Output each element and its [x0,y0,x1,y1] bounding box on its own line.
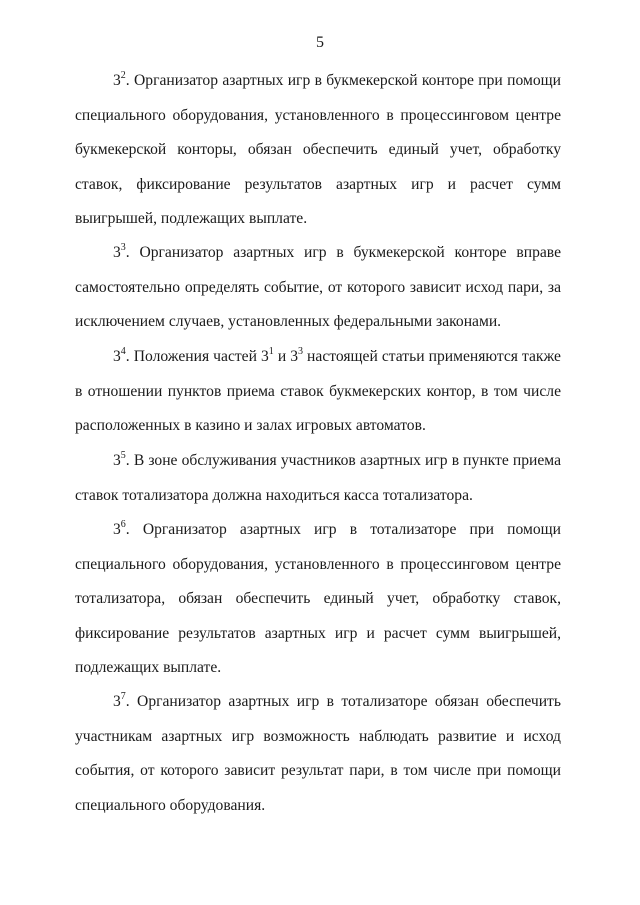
paragraph-text: . Организатор азартных игр в тотализаторе обязан обеспечить участникам азартных игр возможность наблюдать развитие и исход события, от которого зависит результат пари, в том числе при помощи специального оборудования. [75,693,561,814]
paragraph-superscript: 2 [120,69,126,81]
paragraph-number: 3 [113,72,121,89]
paragraph-3-2 [75,64,561,237]
paragraph-3-3 [75,236,561,340]
paragraph-number: 3 [113,521,121,538]
reference-superscript: 1 [268,345,274,357]
paragraph-superscript: 5 [120,449,126,461]
paragraph-number: 3 [113,452,121,469]
paragraph-text: настоящей статьи применяются также в отношении пунктов приема ставок букмекерских контор, в том числе расположенных в казино и залах игровых автоматов. [75,348,561,434]
paragraph-3-4 [75,340,561,444]
paragraph-3-7 [75,685,561,823]
paragraph-number: 3 [113,693,121,710]
paragraph-superscript: 7 [120,690,126,702]
paragraph-number: 3 [113,348,121,365]
paragraph-text: и 3 [273,348,299,365]
paragraph-text: . В зоне обслуживания участников азартных игр в пункте приема ставок тотализатора должна находиться касса тотализатора. [75,452,561,504]
reference-superscript: 3 [298,345,304,357]
paragraph-text: . Организатор азартных игр в букмекерской конторе при помощи специального оборудования, установленного в процессинговом центре букмекерской конторы, обязан обеспечить единый учет, обработку ставок, фиксирование результатов азартных игр и расчет сумм выигрышей, подлежащих выплате. [75,72,561,227]
paragraph-superscript: 6 [120,518,126,530]
paragraph-3-6 [75,513,561,686]
page-number: 5 [316,34,324,51]
paragraph-number: 3 [113,244,121,261]
paragraph-superscript: 3 [120,241,126,253]
paragraph-superscript: 4 [120,345,126,357]
paragraph-text: . Организатор азартных игр в тотализаторе при помощи специального оборудования, установленного в процессинговом центре тотализатора, обязан обеспечить единый учет, обработку ставок, фиксирование результатов азартных игр и расчет сумм выигрышей, подлежащих выплате. [75,521,561,676]
paragraph-text: . Организатор азартных игр в букмекерской конторе вправе самостоятельно определять событие, от которого зависит исход пари, за исключением случаев, установленных федеральными законами. [75,244,561,330]
paragraph-text: . Положения частей 3 [125,348,269,365]
paragraph-3-5 [75,444,561,513]
